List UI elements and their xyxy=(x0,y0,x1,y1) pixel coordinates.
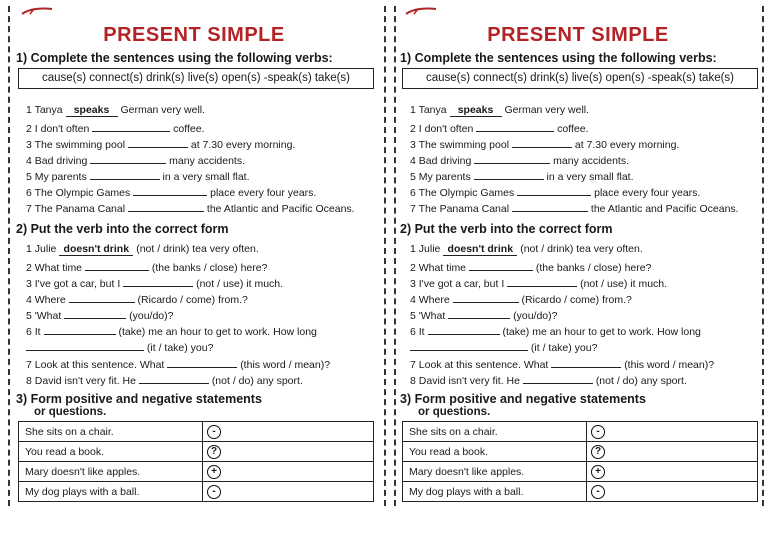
answer-blank[interactable] xyxy=(128,200,204,212)
item-text-before: Look at this sentence. What xyxy=(418,359,549,371)
item-text-before: I don't often xyxy=(418,123,474,135)
item-text-after: (you/do)? xyxy=(513,310,558,322)
item-text-before: 'What xyxy=(34,310,62,322)
table-row xyxy=(19,422,374,442)
answer-cell[interactable] xyxy=(587,482,758,502)
item-number: 4 xyxy=(410,155,416,167)
item-text-after: (Ricardo / come) from.? xyxy=(137,294,248,306)
item-text-after: (it / take) you? xyxy=(146,342,214,354)
table-row xyxy=(403,422,758,442)
item-text-after: German very well. xyxy=(120,104,206,116)
item-text-after: (not / drink) tea very often. xyxy=(520,243,643,255)
item-number: 5 xyxy=(410,310,416,322)
item-text-before: Bad driving xyxy=(418,155,472,167)
answer-blank[interactable] xyxy=(410,339,528,351)
item-text-after: (the banks / close) here? xyxy=(151,262,268,274)
page-title: PRESENT SIMPLE xyxy=(487,24,669,46)
section1-heading: 1) Complete the sentences using the following verbs: xyxy=(16,51,333,65)
item-text-after: in a very small flat. xyxy=(546,171,634,183)
exercise2-item xyxy=(26,291,248,306)
exercise1-item xyxy=(26,200,355,215)
exercise2-item xyxy=(26,275,283,290)
item-text-before: Where xyxy=(34,294,66,306)
statement-cell: My dog plays with a ball. xyxy=(19,482,203,502)
answer-blank[interactable]: doesn't drink xyxy=(59,244,133,256)
item-text-after: many accidents. xyxy=(553,155,630,167)
answer-blank[interactable] xyxy=(517,184,591,196)
item-text-before: David isn't very fit. He xyxy=(418,375,520,387)
item-text-before: I don't often xyxy=(34,123,90,135)
item-number: 2 xyxy=(410,262,416,274)
answer-blank[interactable] xyxy=(167,356,237,368)
answer-cell[interactable] xyxy=(203,462,374,482)
item-number: 7 xyxy=(410,203,416,215)
answer-blank[interactable] xyxy=(26,339,144,351)
exercise2-item xyxy=(26,259,267,274)
item-text-before: Look at this sentence. What xyxy=(34,359,165,371)
item-text-after: many accidents. xyxy=(169,155,246,167)
exercise1-item xyxy=(26,184,316,199)
section2-heading: 2) Put the verb into the correct form xyxy=(16,222,229,236)
dashed-cut-line xyxy=(762,6,764,506)
answer-blank[interactable] xyxy=(133,184,207,196)
item-text-after: place every four years. xyxy=(210,187,317,199)
item-number: 3 xyxy=(410,139,416,151)
section3-heading-cont: or questions. xyxy=(34,406,107,418)
item-number: 8 xyxy=(26,375,32,387)
exercise2-item xyxy=(26,243,259,256)
item-text-before: What time xyxy=(34,262,83,274)
form-symbol-icon: - xyxy=(591,425,605,439)
exercise2-item xyxy=(410,339,597,354)
item-text-after: at 7.30 every morning. xyxy=(574,139,680,151)
exercise2-item xyxy=(410,243,643,256)
table-row xyxy=(19,482,374,502)
exercise2-item xyxy=(26,323,317,338)
answer-blank[interactable] xyxy=(64,307,126,319)
item-text-after: in a very small flat. xyxy=(162,171,250,183)
item-text-before: The Olympic Games xyxy=(34,187,131,199)
item-text-before: The Panama Canal xyxy=(34,203,126,215)
item-number: 5 xyxy=(410,171,416,183)
exercise2-item xyxy=(26,372,303,387)
decorative-swoosh-icon xyxy=(404,6,438,16)
form-symbol-icon: ? xyxy=(207,445,221,459)
answer-blank[interactable]: speaks xyxy=(450,105,502,117)
answer-blank[interactable] xyxy=(69,291,135,303)
form-symbol-icon: - xyxy=(207,425,221,439)
item-text-after: coffee. xyxy=(173,123,205,135)
answer-blank[interactable] xyxy=(474,152,550,164)
dashed-cut-line xyxy=(394,6,396,506)
exercise1-item xyxy=(410,136,679,151)
table-row xyxy=(403,462,758,482)
exercise2-item xyxy=(410,291,632,306)
statement-cell: You read a book. xyxy=(19,442,203,462)
item-text-before: It xyxy=(34,326,41,338)
exercise2-item xyxy=(410,259,651,274)
item-text-after: (the banks / close) here? xyxy=(535,262,652,274)
decorative-swoosh-icon xyxy=(20,6,54,16)
item-text-after: (not / drink) tea very often. xyxy=(136,243,259,255)
exercise1-item xyxy=(26,104,205,117)
item-number: 4 xyxy=(26,294,32,306)
answer-blank[interactable] xyxy=(44,323,116,335)
answer-blank[interactable] xyxy=(123,275,193,287)
item-text-after: (it / take) you? xyxy=(530,342,598,354)
item-number: 7 xyxy=(26,359,32,371)
item-text-before: David isn't very fit. He xyxy=(34,375,136,387)
form-symbol-icon: ? xyxy=(591,445,605,459)
item-text-after: the Atlantic and Pacific Oceans. xyxy=(590,203,739,215)
section3-heading: 3) Form positive and negative statements xyxy=(400,392,646,406)
dashed-cut-line xyxy=(384,6,386,506)
item-number: 1 xyxy=(410,104,416,116)
item-text-before: Bad driving xyxy=(34,155,88,167)
answer-cell[interactable] xyxy=(587,422,758,442)
answer-blank[interactable] xyxy=(90,152,166,164)
item-text-after: the Atlantic and Pacific Oceans. xyxy=(206,203,355,215)
answer-cell[interactable] xyxy=(203,482,374,502)
item-text-after: (you/do)? xyxy=(129,310,174,322)
form-symbol-icon: + xyxy=(207,465,221,479)
exercise1-item xyxy=(410,152,629,167)
table-row xyxy=(403,442,758,462)
section1-heading: 1) Complete the sentences using the following verbs: xyxy=(400,51,717,65)
answer-blank[interactable] xyxy=(469,259,533,271)
item-number: 6 xyxy=(26,326,32,338)
answer-blank[interactable] xyxy=(428,323,500,335)
item-text-after: (not / use) it much. xyxy=(580,278,668,290)
answer-blank[interactable] xyxy=(551,356,621,368)
answer-blank[interactable] xyxy=(92,120,170,132)
answer-blank[interactable] xyxy=(474,168,544,180)
exercise1-item xyxy=(410,184,700,199)
item-text-before: The swimming pool xyxy=(34,139,126,151)
item-text-before: What time xyxy=(418,262,467,274)
statements-table xyxy=(402,421,758,502)
item-text-before: Tanya xyxy=(34,104,63,116)
item-text-after: German very well. xyxy=(504,104,590,116)
answer-blank[interactable] xyxy=(512,200,588,212)
item-text-after: (take) me an hour to get to work. How long xyxy=(502,326,701,338)
answer-blank[interactable] xyxy=(448,307,510,319)
verb-list-box: cause(s) connect(s) drink(s) live(s) open(s) -speak(s) take(s) xyxy=(18,68,374,89)
item-text-before: I've got a car, but I xyxy=(418,278,505,290)
exercise1-item xyxy=(26,136,295,151)
section2-heading: 2) Put the verb into the correct form xyxy=(400,222,613,236)
answer-blank[interactable]: speaks xyxy=(66,105,118,117)
form-symbol-icon: + xyxy=(591,465,605,479)
exercise2-item xyxy=(26,356,330,371)
answer-blank[interactable] xyxy=(139,372,209,384)
item-text-before: Tanya xyxy=(418,104,447,116)
item-text-before: My parents xyxy=(418,171,471,183)
item-number: 4 xyxy=(26,155,32,167)
exercise2-item xyxy=(410,356,714,371)
worksheet-right xyxy=(396,6,760,506)
item-text-after: (take) me an hour to get to work. How long xyxy=(118,326,317,338)
item-number: 3 xyxy=(410,278,416,290)
answer-blank[interactable] xyxy=(90,168,160,180)
answer-blank[interactable] xyxy=(85,259,149,271)
statement-cell: My dog plays with a ball. xyxy=(403,482,587,502)
item-text-before: The Panama Canal xyxy=(418,203,510,215)
table-row xyxy=(19,442,374,462)
item-text-before: My parents xyxy=(34,171,87,183)
exercise2-item xyxy=(410,372,687,387)
exercise2-item xyxy=(26,339,213,354)
section3-heading: 3) Form positive and negative statements xyxy=(16,392,262,406)
worksheet-left xyxy=(12,6,376,506)
exercise1-item xyxy=(410,104,589,117)
item-text-before: Julie xyxy=(418,243,441,255)
item-number: 1 xyxy=(26,243,32,255)
answer-cell[interactable] xyxy=(203,422,374,442)
page-title: PRESENT SIMPLE xyxy=(103,24,285,46)
answer-cell[interactable] xyxy=(587,462,758,482)
answer-blank[interactable] xyxy=(476,120,554,132)
table-row xyxy=(403,482,758,502)
exercise1-item xyxy=(26,120,205,135)
item-number: 2 xyxy=(26,123,32,135)
item-number: 1 xyxy=(410,243,416,255)
item-number: 7 xyxy=(410,359,416,371)
item-text-before: The swimming pool xyxy=(418,139,510,151)
table-row xyxy=(19,462,374,482)
dashed-cut-line xyxy=(8,6,10,506)
answer-blank[interactable] xyxy=(512,136,572,148)
exercise1-item xyxy=(410,168,634,183)
answer-blank[interactable] xyxy=(128,136,188,148)
item-number: 4 xyxy=(410,294,416,306)
statements-table xyxy=(18,421,374,502)
verb-list-box: cause(s) connect(s) drink(s) live(s) open(s) -speak(s) take(s) xyxy=(402,68,758,89)
item-number: 2 xyxy=(26,262,32,274)
answer-blank[interactable]: doesn't drink xyxy=(443,244,517,256)
item-text-before: The Olympic Games xyxy=(418,187,515,199)
answer-cell[interactable] xyxy=(587,442,758,462)
statement-cell: Mary doesn't like apples. xyxy=(19,462,203,482)
item-text-before: 'What xyxy=(418,310,446,322)
item-text-before: I've got a car, but I xyxy=(34,278,121,290)
item-text-after: at 7.30 every morning. xyxy=(190,139,296,151)
item-number: 6 xyxy=(26,187,32,199)
item-number: 2 xyxy=(410,123,416,135)
item-text-after: coffee. xyxy=(557,123,589,135)
statement-cell: Mary doesn't like apples. xyxy=(403,462,587,482)
exercise2-item xyxy=(410,323,701,338)
item-text-before: It xyxy=(418,326,425,338)
item-text-after: (not / do) any sport. xyxy=(211,375,303,387)
answer-cell[interactable] xyxy=(203,442,374,462)
exercise1-item xyxy=(26,152,245,167)
item-number: 3 xyxy=(26,139,32,151)
item-text-after: (this word / mean)? xyxy=(624,359,715,371)
item-text-after: place every four years. xyxy=(594,187,701,199)
item-number: 6 xyxy=(410,326,416,338)
form-symbol-icon: - xyxy=(207,485,221,499)
statement-cell: She sits on a chair. xyxy=(403,422,587,442)
exercise2-item xyxy=(26,307,173,322)
item-number: 8 xyxy=(410,375,416,387)
item-number: 5 xyxy=(26,171,32,183)
item-number: 5 xyxy=(26,310,32,322)
exercise1-item xyxy=(26,168,250,183)
exercise1-item xyxy=(410,200,739,215)
item-text-after: (not / use) it much. xyxy=(196,278,284,290)
item-text-after: (Ricardo / come) from.? xyxy=(521,294,632,306)
statement-cell: You read a book. xyxy=(403,442,587,462)
statement-cell: She sits on a chair. xyxy=(19,422,203,442)
answer-blank[interactable] xyxy=(453,291,519,303)
item-text-after: (not / do) any sport. xyxy=(595,375,687,387)
item-number: 7 xyxy=(26,203,32,215)
item-number: 1 xyxy=(26,104,32,116)
answer-blank[interactable] xyxy=(507,275,577,287)
answer-blank[interactable] xyxy=(523,372,593,384)
form-symbol-icon: - xyxy=(591,485,605,499)
item-text-before: Julie xyxy=(34,243,57,255)
item-number: 3 xyxy=(26,278,32,290)
exercise1-item xyxy=(410,120,589,135)
item-text-after: (this word / mean)? xyxy=(240,359,331,371)
exercise2-item xyxy=(410,275,667,290)
section3-heading-cont: or questions. xyxy=(418,406,491,418)
item-text-before: Where xyxy=(418,294,450,306)
item-number: 6 xyxy=(410,187,416,199)
exercise2-item xyxy=(410,307,557,322)
